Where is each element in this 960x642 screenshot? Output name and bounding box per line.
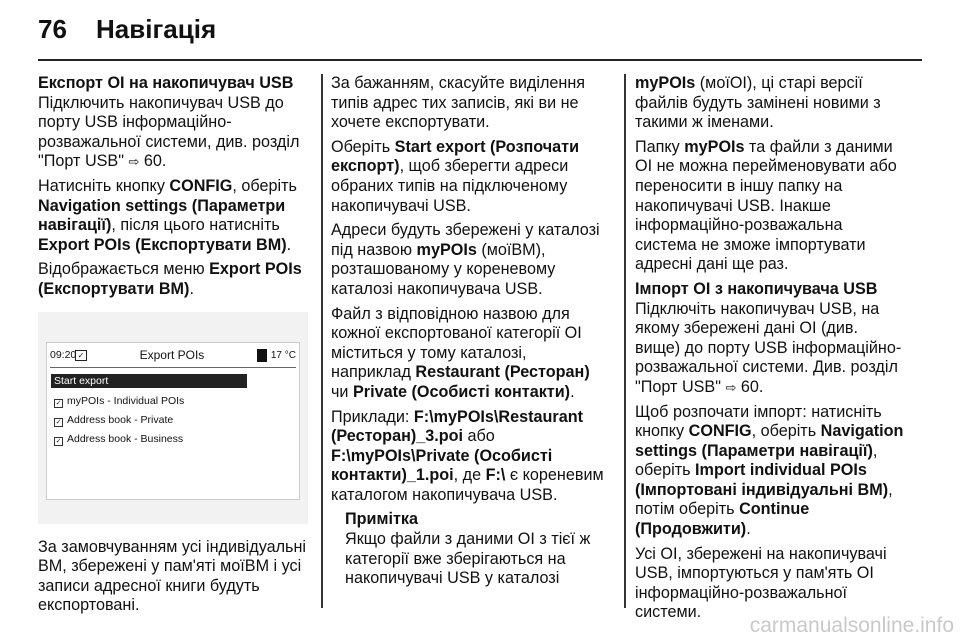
checkbox-icon: ✓ (55, 437, 62, 445)
import-heading: Імпорт ОІ з накопичувача USB (635, 279, 878, 298)
screen-illustration (38, 312, 308, 524)
export-pois-screen (46, 342, 300, 500)
screen-title: Export POIs (139, 348, 205, 363)
paragraph: Підключіть накопичувач USB, на якому збережені дані ОІ (див. вище) до порту USB інформаційно-розважальної системи. Див. розділ "Порт USB" ⇨ 60. (635, 299, 902, 396)
paragraph: За бажанням, скасуйте виділення типів адрес тих записів, які ви не хочете експортувати. (331, 74, 586, 132)
note-title: Примітка (345, 510, 418, 529)
paragraph: Оберіть Start export (Розпочати експорт), щоб зберегти адреси обраних типів на підключеному накопичувачі USB. (331, 137, 580, 215)
header-rule (38, 59, 922, 61)
column-3 (635, 74, 905, 628)
paragraph: За замовчуванням усі індивідуальні ВМ, збережені у пам'яті моїВМ і усі записи адресної книги будуть експортовані. (38, 537, 307, 615)
screen-list-item: ✓ myPOIs - Individual POIs (55, 394, 185, 407)
page-ref-arrow-icon: ⇨ (128, 154, 140, 170)
phone-icon (257, 349, 267, 362)
checkbox-icon: ✓ (55, 418, 62, 426)
paragraph: Приклади: F:\myPOIs\Restaurant (Ресторан)_3.poi або F:\myPOIs\Private (Особисті контакти)_1.poi, де F:\ є кореневим каталогом накопичувача USB. (331, 407, 604, 504)
column-divider (624, 74, 626, 608)
note-text: Якщо файли з даними ОІ з тієї ж категорії вже зберігаються на накопичувачі USB у каталозі (345, 530, 591, 588)
paragraph: Файл з відповідною назвою для кожної експортованої категорії ОІ міститься у тому каталозі, наприклад Restaurant (Ресторан) чи Private (Особисті контакти). (331, 304, 590, 401)
paragraph: Усі ОІ, збережені на накопичувачі USB, імпортуються у пам'ять ОІ інформаційно-розважальної системи. (635, 544, 887, 622)
start-export-item: Start export (51, 374, 247, 388)
note-box (331, 510, 606, 588)
page-ref-arrow-icon: ⇨ (725, 379, 737, 395)
screen-status-bar (50, 347, 296, 365)
screen-rule (50, 367, 296, 368)
screen-list-item: ✓ Address book - Private (55, 413, 174, 426)
page-header (38, 14, 216, 54)
paragraph: Відображається меню Export POIs (Експортувати ВМ). (38, 260, 302, 298)
page-title: Навігація (96, 14, 217, 44)
column-divider (321, 74, 323, 608)
watermark: carmanualsonline.info (749, 614, 954, 637)
column-2 (331, 74, 606, 594)
screen-list-item: ✓ Address book - Business (55, 432, 184, 445)
page-number: 76 (38, 14, 67, 44)
screen-check-icon: ✓ (75, 350, 87, 361)
paragraph: Папку myPOIs та файли з даними ОІ не можна перейменовувати або переносити в іншу папку на накопичувачі USB. Інакше інформаційно-розважальна система не зможе імпортувати адресні дані ще раз. (635, 137, 897, 274)
screen-temperature: 17 °C (270, 350, 296, 362)
paragraph: myPOIs (моїОІ), ці старі версії файлів будуть замінені новими з такими ж іменами. (635, 74, 881, 132)
export-heading: Експорт ОІ на накопичувач USB (38, 74, 294, 92)
column-1 (38, 74, 308, 621)
screen-time: 09:20 (50, 349, 77, 362)
checkbox-icon: ✓ (55, 399, 62, 407)
paragraph: Підключить накопичувач USB до порту USB інформаційно-розважальної системи, див. розділ "Порт USB" ⇨ 60. (38, 93, 300, 171)
paragraph: Адреси будуть збережені у каталозі під назвою myPOIs (моїВМ), розташованому у кореневому каталозі накопичувача USB. (331, 221, 600, 298)
paragraph: Натисніть кнопку CONFIG, оберіть Navigation settings (Параметри навігації), після цього натисніть Export POIs (Експортувати ВМ). (38, 176, 297, 254)
paragraph: Щоб розпочати імпорт: натисніть кнопку CONFIG, оберіть Navigation settings (Параметри навігації), оберіть Import individual POIs (Імпортовані індивідуальні ВМ), потім оберіть Continue (Продовжити). (635, 402, 904, 539)
